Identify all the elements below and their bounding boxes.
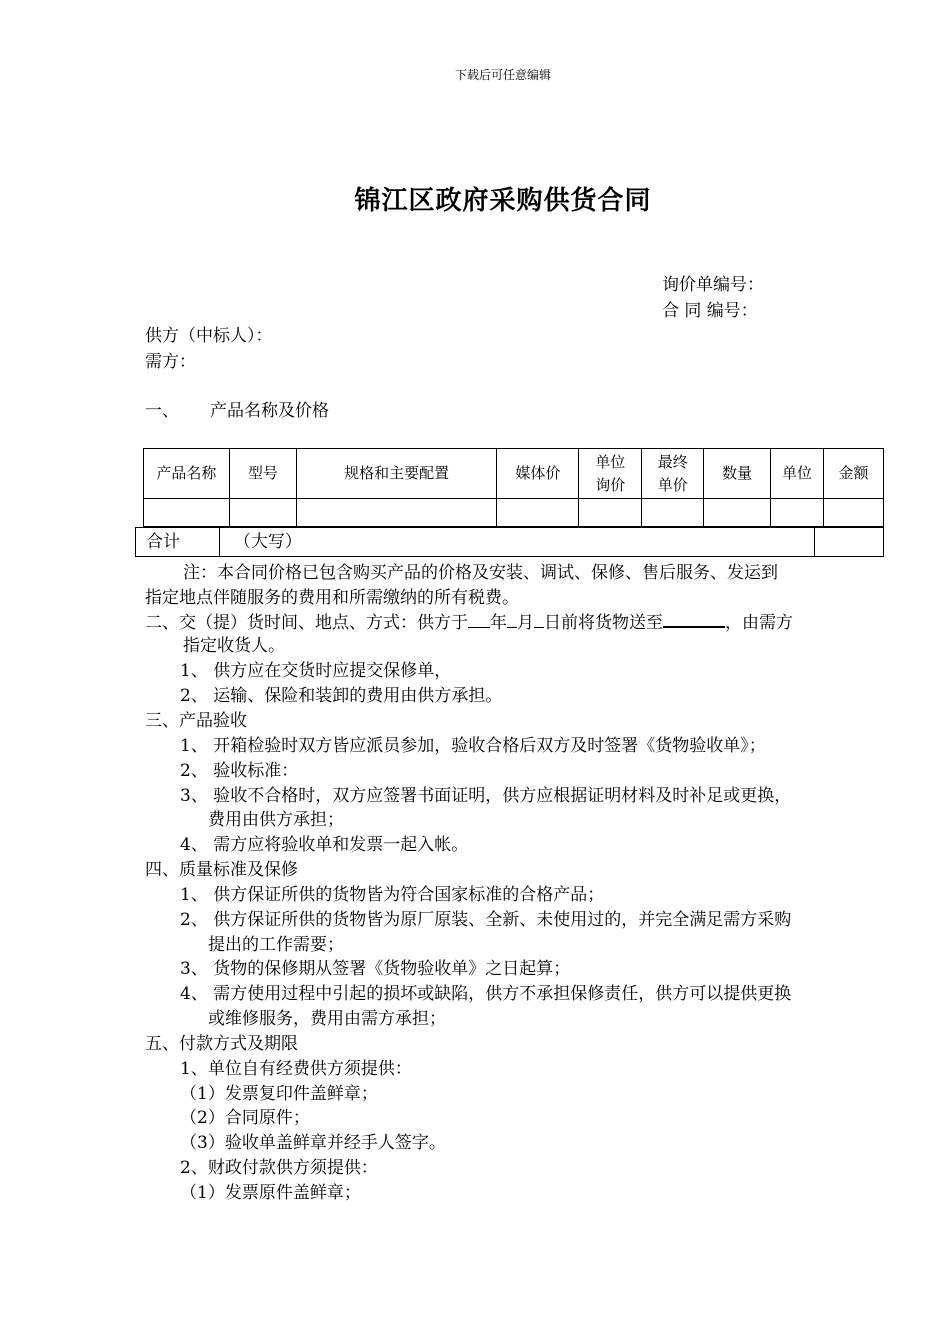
section5-item-1-sub2: （2）合同原件； — [180, 1108, 310, 1128]
header-cell: 产品名称 — [144, 449, 230, 499]
section5-item-1-sub3: （3）验收单盖鲜章并经手人签字。 — [180, 1133, 446, 1153]
location-blank — [663, 609, 725, 628]
table-cell — [579, 499, 642, 527]
day-blank — [534, 609, 544, 628]
section3-title: 三、产品验收 — [145, 711, 247, 731]
section4-item-4-cont: 或维修服务，费用由需方承担； — [208, 1009, 446, 1029]
note-line-1: 注：本合同价格已包含购买产品的价格及安装、调试、保修、售后服务、发运到 — [183, 563, 778, 583]
header-cell: 单位 询价 — [579, 449, 642, 499]
total-amount-cell — [815, 528, 884, 557]
header-cell: 规格和主要配置 — [296, 449, 497, 499]
document-title: 锦江区政府采购供货合同 — [354, 186, 652, 216]
total-table — [135, 527, 884, 557]
section4-item-2-cont: 提出的工作需要； — [208, 935, 344, 955]
section2-item-2: 2、 运输、保险和装卸的费用由供方承担。 — [180, 686, 503, 706]
header-cell: 金额 — [824, 449, 884, 499]
contract-number-label: 合 同 编号： — [662, 301, 758, 321]
section4-item-2: 2、 供方保证所供的货物皆为原厂原装、全新、未使用过的，并完全满足需方采购 — [180, 910, 792, 930]
inquiry-number-label: 询价单编号： — [662, 275, 764, 295]
total-row — [136, 528, 884, 557]
section2-line-2: 指定收货人。 — [183, 636, 285, 656]
table-cell — [497, 499, 579, 527]
section3-item-3-cont: 费用由供方承担； — [208, 810, 344, 830]
table-cell — [771, 499, 824, 527]
header-cell: 单位 — [771, 449, 824, 499]
section4-item-3: 3、 货物的保修期从签署《货物验收单》之日起算； — [180, 959, 571, 979]
section2-month: 月 — [517, 613, 534, 633]
section2-text-a: 二、交（提）货时间、地点、方式：供方于 — [145, 613, 468, 633]
table-cell — [229, 499, 296, 527]
note-line-2: 指定地点伴随服务的费用和所需缴纳的所有税费。 — [145, 588, 519, 608]
section5-item-1-sub1: （1）发票复印件盖鲜章； — [180, 1084, 378, 1104]
section3-item-2: 2、 验收标准： — [180, 761, 299, 781]
section4-item-1: 1、 供方保证所供的货物皆为符合国家标准的合格产品； — [180, 885, 605, 905]
section2-text-e: ，由需方 — [725, 613, 793, 633]
header-cell: 型号 — [229, 449, 296, 499]
supplier-label: 供方（中标人）： — [145, 326, 273, 346]
buyer-label: 需方： — [145, 352, 196, 372]
section5-item-2-sub1: （1）发票原件盖鲜章； — [180, 1183, 361, 1203]
section4-item-4: 4、 需方使用过程中引起的损坏或缺陷，供方不承担保修责任，供方可以提供更换 — [180, 984, 792, 1004]
section2-year: 年 — [490, 613, 507, 633]
year-blank — [468, 609, 490, 628]
product-table — [143, 448, 884, 527]
header-note: 下载后可任意编辑 — [454, 68, 551, 82]
section4-title: 四、质量标准及保修 — [145, 860, 298, 880]
section3-item-4: 4、 需方应将验收单和发票一起入帐。 — [180, 835, 469, 855]
table-cell — [824, 499, 884, 527]
table-cell — [296, 499, 497, 527]
header-cell: 数量 — [704, 449, 771, 499]
section3-item-3: 3、 验收不合格时，双方应签署书面证明，供方应根据证明材料及时补足或更换， — [180, 786, 792, 806]
month-blank — [507, 609, 517, 628]
section5-item-1: 1、单位自有经费供方须提供： — [180, 1059, 412, 1079]
table-cell — [704, 499, 771, 527]
section5-title: 五、付款方式及期限 — [145, 1034, 298, 1054]
section2-line-1 — [145, 609, 793, 636]
section2-item-1: 1、 供方应在交货时应提交保修单， — [180, 661, 452, 681]
table-cell — [144, 499, 230, 527]
header-cell: 最终 单价 — [642, 449, 704, 499]
section1-title: 产品名称及价格 — [210, 401, 329, 421]
section2-text-d: 日前将货物送至 — [544, 613, 663, 633]
table-cell — [642, 499, 704, 527]
section3-item-1: 1、 开箱检验时双方皆应派员参加，验收合格后双方及时签署《货物验收单》； — [180, 736, 766, 756]
table-header-row — [144, 449, 884, 499]
table-row — [144, 499, 884, 527]
section1-number: 一、 — [145, 401, 179, 421]
total-label: 合计 — [136, 528, 220, 557]
total-uppercase-label: （大写） — [219, 528, 814, 557]
header-cell: 媒体价 — [497, 449, 579, 499]
section5-item-2: 2、财政付款供方须提供： — [180, 1158, 378, 1178]
